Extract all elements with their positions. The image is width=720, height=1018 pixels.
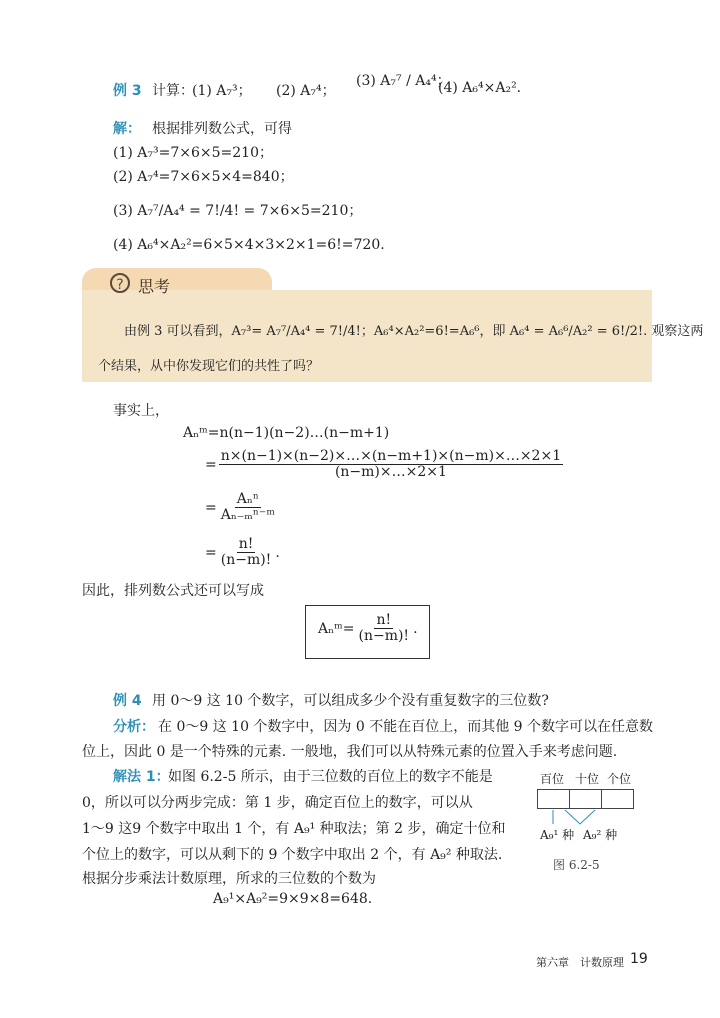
- boxed-num: n!: [376, 612, 392, 628]
- example3-prompt: 计算：: [152, 83, 194, 99]
- derivation-line-4-den: (n−m)!: [220, 552, 272, 569]
- derivation-conclusion: 因此，排列数公式还可以写成: [82, 583, 264, 599]
- example3-label: 例 3: [113, 83, 142, 99]
- analysis-line-1: 在 0～9 这 10 个数字中，因为 0 不能在百位上，而其他 9 个数字可以在任意数: [158, 719, 654, 735]
- derivation-line-4: = $\frac{n!}{(n-m)!}$ .: [205, 536, 280, 569]
- figure-caption: 图 6.2-5: [553, 858, 600, 872]
- example3-item-4: (4) A₆⁴×A₂².: [438, 80, 522, 96]
- method-line-4: 个位上的数字，可以从剩下的 9 个数字中取出 2 个，有 A₉² 种取法.: [82, 847, 503, 863]
- boxed-formula-content: Aₙᵐ= $\frac{n!}{(n-m)!}$ .: [318, 612, 418, 645]
- figure-cell-units: [601, 789, 634, 809]
- analysis-label: 分析：: [113, 719, 155, 735]
- method-line-1: 如图 6.2-5 所示，由于三位数的百位上的数字不能是: [168, 769, 493, 785]
- derivation-line-4-num: n!: [238, 536, 254, 552]
- derivation-line-2-num: n×(n−1)×(n−2)×…×(n−m+1)×(n−m)×…×2×1: [220, 448, 562, 464]
- thinking-line-1: 由例 3 可以看到，A₇³= A₇⁷/A₄⁴ = 7!/4!；A₆⁴×A₂²=6!=A₆⁶，即 A₆⁴ = A₆⁶/A₂² = 6!/2!. 观察这两: [124, 324, 704, 339]
- figure-label-left: A₉¹ 种: [540, 828, 575, 842]
- solution-label: 解：: [113, 121, 141, 137]
- figure-header-tens: 十位: [575, 772, 600, 786]
- figure-header-hundreds: 百位: [540, 772, 565, 786]
- solution-step-2: (2) A₇⁴=7×6×5×4=840；: [113, 169, 294, 185]
- figure-header-units: 个位: [607, 772, 632, 786]
- derivation-line-3-num: Aₙⁿ: [236, 491, 259, 507]
- boxed-den: (n−m)!: [358, 628, 410, 645]
- example3-item-3: (3) A₇⁷ / A₄⁴；: [356, 73, 451, 89]
- thinking-title: 思考: [138, 277, 171, 296]
- solution-step-1: (1) A₇³=7×6×5=210；: [113, 145, 273, 161]
- derivation-line-2-den: (n−m)×…×2×1: [334, 464, 447, 481]
- derivation-intro: 事实上，: [113, 403, 169, 419]
- thinking-line-2: 个结果，从中你发现它们的共性了吗？: [98, 359, 320, 374]
- footer-page-number: 19: [630, 951, 648, 967]
- example4-label: 例 4: [113, 693, 142, 709]
- example3-item-2: (2) A₇⁴；: [276, 83, 336, 99]
- analysis-line-2: 位上，因此 0 是一个特殊的元素. 一般地，我们可以从特殊元素的位置入手来考虑问题.: [82, 744, 618, 760]
- figure-label-right: A₉² 种: [583, 828, 618, 842]
- derivation-line-1: Aₙᵐ=n(n−1)(n−2)…(n−m+1): [183, 425, 390, 441]
- figure-cell-hundreds: [537, 789, 570, 809]
- example3-item-1: (1) A₇³；: [192, 83, 252, 99]
- derivation-line-2: = $\frac{n\times(n-1)\times(n-2)\times\dots\times(n-m+1)\times(n-m)\times\dots\times 2\times 1}{(n-m)\times\dots\times 2\times 1}$: [205, 448, 562, 481]
- example4-question: 用 0～9 这 10 个数字，可以组成多少个没有重复数字的三位数?: [152, 693, 549, 709]
- derivation-line-3: = $\frac{\text{Aₙⁿ}}{\text{Aₙ₋ₘⁿ⁻ᵐ}}$: [205, 491, 275, 524]
- method-line-3: 1～9 这9 个数字中取出 1 个，有 A₉¹ 种取法；第 2 步，确定十位和: [82, 821, 506, 837]
- solution-intro: 根据排列数公式，可得: [152, 121, 292, 137]
- solution-step-4: (4) A₆⁴×A₂²=6×5×4×3×2×1=6!=720.: [113, 237, 385, 253]
- method-result: A₉¹×A₉²=9×9×8=648.: [213, 891, 373, 907]
- method-label: 解法 1：: [113, 769, 170, 785]
- derivation-line-3-den: Aₙ₋ₘⁿ⁻ᵐ: [220, 507, 275, 524]
- solution-step-3: (3) A₇⁷/A₄⁴ = 7!/4! = 7×6×5=210；: [113, 203, 363, 219]
- question-icon: ?: [110, 273, 130, 293]
- method-line-5: 根据分步乘法计数原理，所求的三位数的个数为: [82, 871, 376, 887]
- footer-chapter: 第六章 计数原理: [536, 956, 624, 969]
- method-line-2: 0，所以可以分两步完成：第 1 步，确定百位上的数字，可以从: [82, 795, 473, 811]
- figure-cell-tens: [569, 789, 602, 809]
